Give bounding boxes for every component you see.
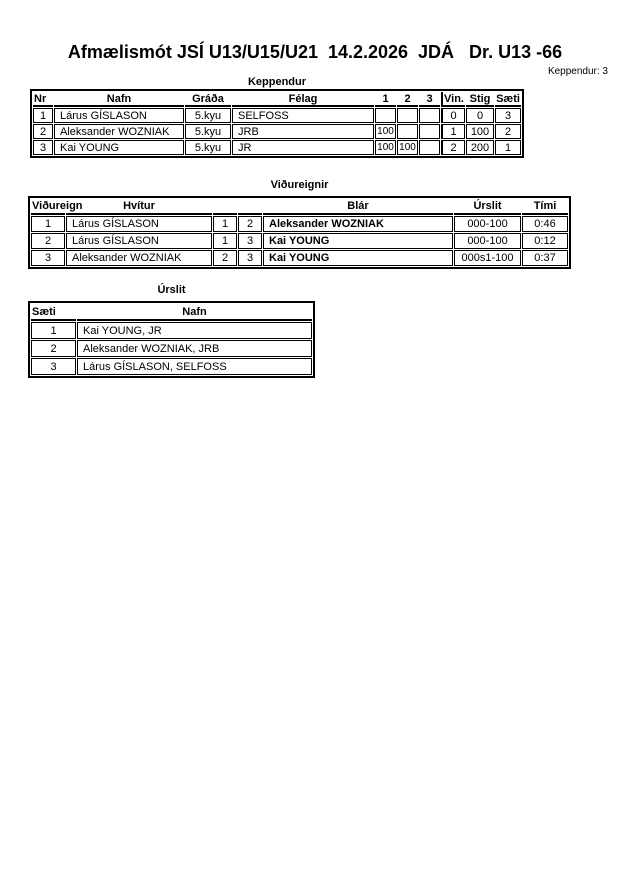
cell-felag: SELFOSS [232,108,374,123]
cell-saeti: 1 [495,140,521,155]
cell-match-number: 3 [31,250,65,266]
cell-stig: 200 [466,140,494,155]
cell-stig: 0 [466,108,494,123]
cell-name-club: Lárus GÍSLASON, SELFOSS [77,358,312,375]
cell-white-number: 1 [213,233,237,249]
standings-table [28,301,315,378]
cell-result: 000-100 [454,216,521,232]
cell-blue-number: 3 [238,233,262,249]
matches-header-row [31,199,568,215]
cell-white-number: 1 [213,216,237,232]
cell-round3-score [419,108,440,123]
cell-grada: 5.kyu [185,108,231,123]
cell-match-number: 2 [31,233,65,249]
column-header-vidureign: Viðureign [31,199,65,215]
cell-white-name: Lárus GÍSLASON [66,216,212,232]
cell-vin: 1 [441,124,465,139]
cell-match-number: 1 [31,216,65,232]
competitor-row [33,124,521,139]
standing-row [31,322,312,339]
column-header-vin: Vin. [441,92,465,107]
cell-round2-score: 100 [397,140,418,155]
cell-vin: 0 [441,108,465,123]
column-header-saeti: Sæti [31,304,76,321]
column-header-blar: Blár [263,199,453,215]
column-header-stig: Stig [466,92,494,107]
column-header-round1: 1 [375,92,396,107]
cell-round2-score [397,124,418,139]
column-header-blue-number [238,199,262,215]
cell-blue-number: 3 [238,250,262,266]
competitor-row [33,140,521,155]
cell-time: 0:12 [522,233,568,249]
cell-place: 1 [31,322,76,339]
cell-nr: 1 [33,108,53,123]
competitors-header-row [33,92,521,107]
column-header-nafn: Nafn [54,92,184,107]
cell-round1-score [375,108,396,123]
cell-blue-name: Kai YOUNG [263,233,453,249]
standing-row [31,340,312,357]
section-title-vidureignir: Viðureignir [270,179,329,191]
column-header-saeti: Sæti [495,92,521,107]
cell-white-name: Lárus GÍSLASON [66,233,212,249]
cell-place: 2 [31,340,76,357]
column-header-felag: Félag [232,92,374,107]
cell-nr: 2 [33,124,53,139]
column-header-round3: 3 [419,92,440,107]
cell-white-number: 2 [213,250,237,266]
column-header-nr: Nr [33,92,53,107]
competitor-count: Keppendur: 3 [547,66,608,77]
matches-table [28,196,571,269]
cell-nafn: Aleksander WOZNIAK [54,124,184,139]
page-title: Afmælismót JSÍ U13/U15/U21 14.2.2026 JDÁ Dr. U13 -66 [67,42,563,62]
cell-round3-score [419,124,440,139]
section-title-keppendur: Keppendur [247,76,307,88]
cell-time: 0:37 [522,250,568,266]
competitors-table [30,89,524,158]
cell-round1-score: 100 [375,124,396,139]
cell-blue-number: 2 [238,216,262,232]
column-header-urslit: Úrslit [454,199,521,215]
cell-nafn: Lárus GÍSLASON [54,108,184,123]
cell-round1-score: 100 [375,140,396,155]
cell-blue-name: Kai YOUNG [263,250,453,266]
cell-place: 3 [31,358,76,375]
standings-header-row [31,304,312,321]
cell-felag: JR [232,140,374,155]
cell-grada: 5.kyu [185,124,231,139]
cell-grada: 5.kyu [185,140,231,155]
match-row [31,216,568,232]
standing-row [31,358,312,375]
cell-vin: 2 [441,140,465,155]
match-row [31,250,568,266]
cell-blue-name: Aleksander WOZNIAK [263,216,453,232]
cell-name-club: Kai YOUNG, JR [77,322,312,339]
competitor-row [33,108,521,123]
cell-white-name: Aleksander WOZNIAK [66,250,212,266]
column-header-timi: Tími [522,199,568,215]
cell-name-club: Aleksander WOZNIAK, JRB [77,340,312,357]
section-title-urslit: Úrslit [157,284,186,296]
column-header-round2: 2 [397,92,418,107]
cell-nr: 3 [33,140,53,155]
cell-time: 0:46 [522,216,568,232]
cell-saeti: 2 [495,124,521,139]
cell-round3-score [419,140,440,155]
cell-result: 000s1-100 [454,250,521,266]
cell-felag: JRB [232,124,374,139]
cell-saeti: 3 [495,108,521,123]
match-row [31,233,568,249]
cell-result: 000-100 [454,233,521,249]
column-header-nafn: Nafn [77,304,312,321]
column-header-grada: Gráða [185,92,231,107]
column-header-white-number [213,199,237,215]
cell-round2-score [397,108,418,123]
cell-stig: 100 [466,124,494,139]
cell-nafn: Kai YOUNG [54,140,184,155]
column-header-hvitur: Hvítur [66,199,212,215]
